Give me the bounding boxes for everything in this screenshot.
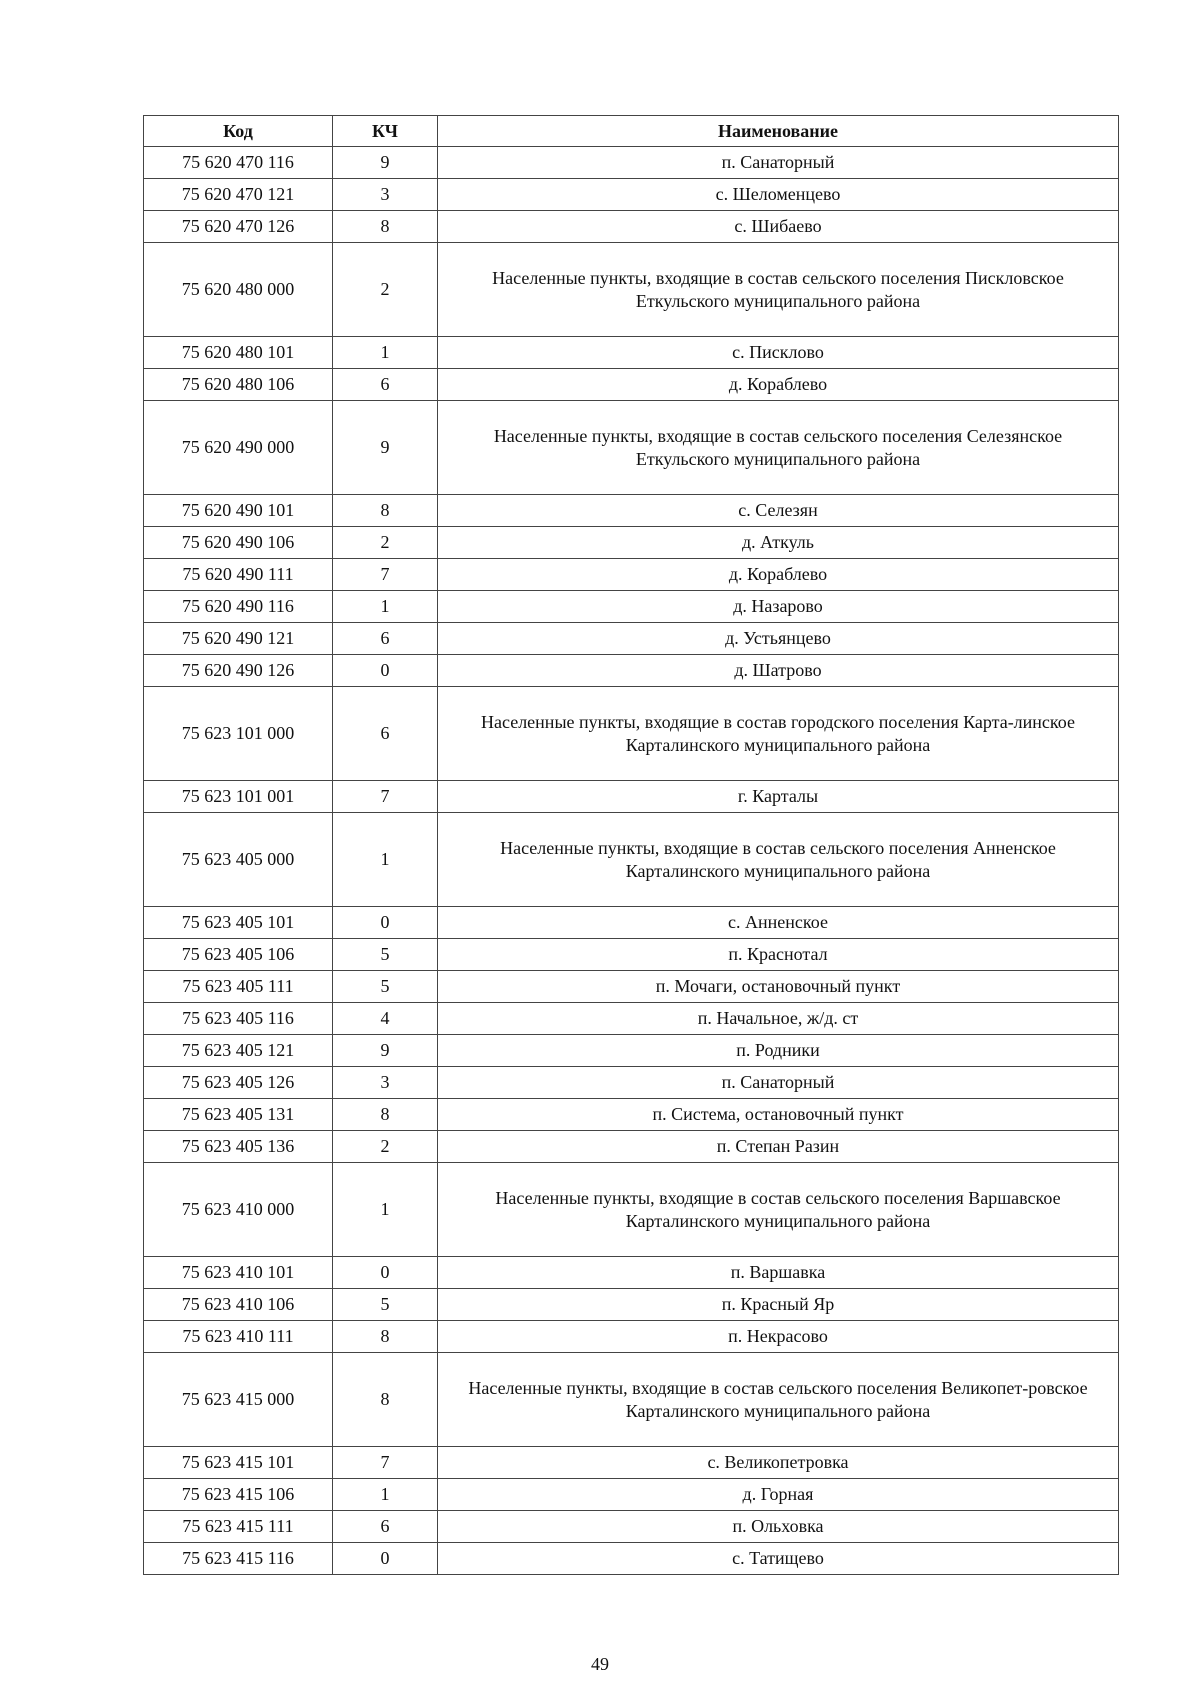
table-row bbox=[144, 1511, 1119, 1543]
cell-code: 75 623 405 116 bbox=[144, 1003, 333, 1035]
table-row bbox=[144, 337, 1119, 369]
table-row bbox=[144, 1479, 1119, 1511]
cell-name: с. Великопетровка bbox=[438, 1447, 1119, 1479]
cell-kch: 8 bbox=[333, 1353, 438, 1447]
cell-name: п. Краснотал bbox=[438, 939, 1119, 971]
cell-code: 75 620 470 116 bbox=[144, 147, 333, 179]
cell-name: г. Карталы bbox=[438, 781, 1119, 813]
cell-code: 75 623 405 126 bbox=[144, 1067, 333, 1099]
cell-name: п. Санаторный bbox=[438, 1067, 1119, 1099]
cell-kch: 6 bbox=[333, 1511, 438, 1543]
cell-code: 75 620 490 126 bbox=[144, 655, 333, 687]
table-row bbox=[144, 1035, 1119, 1067]
okato-table bbox=[143, 115, 1119, 1575]
table-body bbox=[144, 147, 1119, 1575]
table-header bbox=[144, 116, 1119, 147]
table-row-group bbox=[144, 1163, 1119, 1257]
table-row-group bbox=[144, 401, 1119, 495]
cell-code: 75 623 405 131 bbox=[144, 1099, 333, 1131]
cell-code: 75 620 490 000 bbox=[144, 401, 333, 495]
cell-code: 75 623 405 101 bbox=[144, 907, 333, 939]
cell-name: Населенные пункты, входящие в состав сельского поселения Селезянское Еткульского муниципального района bbox=[438, 401, 1119, 495]
cell-kch: 8 bbox=[333, 211, 438, 243]
header-kch: КЧ bbox=[333, 116, 438, 147]
cell-name: д. Аткуль bbox=[438, 527, 1119, 559]
cell-kch: 2 bbox=[333, 1131, 438, 1163]
cell-name: п. Степан Разин bbox=[438, 1131, 1119, 1163]
cell-kch: 3 bbox=[333, 1067, 438, 1099]
table-row-group bbox=[144, 687, 1119, 781]
cell-code: 75 623 101 000 bbox=[144, 687, 333, 781]
cell-name: Населенные пункты, входящие в состав сельского поселения Пискловское Еткульского муниципального района bbox=[438, 243, 1119, 337]
table-row bbox=[144, 1099, 1119, 1131]
cell-name: Населенные пункты, входящие в состав сельского поселения Варшавское Карталинского муниципального района bbox=[438, 1163, 1119, 1257]
cell-kch: 6 bbox=[333, 369, 438, 401]
cell-kch: 6 bbox=[333, 687, 438, 781]
cell-kch: 1 bbox=[333, 1479, 438, 1511]
cell-kch: 0 bbox=[333, 655, 438, 687]
cell-name: п. Начальное, ж/д. ст bbox=[438, 1003, 1119, 1035]
cell-name: с. Селезян bbox=[438, 495, 1119, 527]
table-row bbox=[144, 495, 1119, 527]
table-row bbox=[144, 147, 1119, 179]
cell-name: с. Шибаево bbox=[438, 211, 1119, 243]
cell-kch: 0 bbox=[333, 1543, 438, 1575]
table-row bbox=[144, 1289, 1119, 1321]
cell-code: 75 620 490 111 bbox=[144, 559, 333, 591]
cell-code: 75 623 405 121 bbox=[144, 1035, 333, 1067]
cell-code: 75 620 490 116 bbox=[144, 591, 333, 623]
cell-name: п. Система, остановочный пункт bbox=[438, 1099, 1119, 1131]
table-row bbox=[144, 907, 1119, 939]
cell-kch: 9 bbox=[333, 1035, 438, 1067]
cell-kch: 1 bbox=[333, 1163, 438, 1257]
table-row bbox=[144, 1321, 1119, 1353]
cell-code: 75 623 415 116 bbox=[144, 1543, 333, 1575]
cell-name: д. Горная bbox=[438, 1479, 1119, 1511]
header-row bbox=[144, 116, 1119, 147]
cell-name: п. Ольховка bbox=[438, 1511, 1119, 1543]
table-row bbox=[144, 591, 1119, 623]
cell-name: Населенные пункты, входящие в состав сельского поселения Великопет-ровское Карталинского муниципального района bbox=[438, 1353, 1119, 1447]
cell-kch: 7 bbox=[333, 1447, 438, 1479]
cell-code: 75 620 490 101 bbox=[144, 495, 333, 527]
cell-code: 75 623 410 111 bbox=[144, 1321, 333, 1353]
cell-code: 75 623 410 106 bbox=[144, 1289, 333, 1321]
cell-kch: 1 bbox=[333, 337, 438, 369]
cell-name: Населенные пункты, входящие в состав городского поселения Карта-линское Карталинского муниципального района bbox=[438, 687, 1119, 781]
cell-code: 75 620 470 121 bbox=[144, 179, 333, 211]
cell-name: п. Мочаги, остановочный пункт bbox=[438, 971, 1119, 1003]
cell-code: 75 623 410 000 bbox=[144, 1163, 333, 1257]
cell-kch: 6 bbox=[333, 623, 438, 655]
cell-name: с. Писклово bbox=[438, 337, 1119, 369]
cell-kch: 2 bbox=[333, 243, 438, 337]
table-row bbox=[144, 623, 1119, 655]
table-row bbox=[144, 179, 1119, 211]
cell-kch: 0 bbox=[333, 1257, 438, 1289]
table-row bbox=[144, 559, 1119, 591]
cell-code: 75 623 415 000 bbox=[144, 1353, 333, 1447]
header-code: Код bbox=[144, 116, 333, 147]
cell-code: 75 623 415 106 bbox=[144, 1479, 333, 1511]
table-row bbox=[144, 971, 1119, 1003]
cell-kch: 4 bbox=[333, 1003, 438, 1035]
cell-name: д. Кораблево bbox=[438, 559, 1119, 591]
cell-kch: 7 bbox=[333, 559, 438, 591]
cell-name: п. Красный Яр bbox=[438, 1289, 1119, 1321]
cell-name: д. Назарово bbox=[438, 591, 1119, 623]
table-row-group bbox=[144, 1353, 1119, 1447]
cell-kch: 8 bbox=[333, 495, 438, 527]
cell-code: 75 620 480 101 bbox=[144, 337, 333, 369]
cell-code: 75 620 490 106 bbox=[144, 527, 333, 559]
cell-name: п. Некрасово bbox=[438, 1321, 1119, 1353]
cell-code: 75 620 480 000 bbox=[144, 243, 333, 337]
table-row bbox=[144, 1257, 1119, 1289]
cell-name: Населенные пункты, входящие в состав сельского поселения Анненское Карталинского муниципального района bbox=[438, 813, 1119, 907]
cell-kch: 2 bbox=[333, 527, 438, 559]
cell-name: д. Кораблево bbox=[438, 369, 1119, 401]
cell-code: 75 623 405 136 bbox=[144, 1131, 333, 1163]
table-row bbox=[144, 939, 1119, 971]
table-row bbox=[144, 1003, 1119, 1035]
cell-name: с. Анненское bbox=[438, 907, 1119, 939]
table-row bbox=[144, 211, 1119, 243]
cell-name: п. Родники bbox=[438, 1035, 1119, 1067]
cell-code: 75 620 470 126 bbox=[144, 211, 333, 243]
cell-code: 75 620 480 106 bbox=[144, 369, 333, 401]
cell-code: 75 620 490 121 bbox=[144, 623, 333, 655]
cell-kch: 8 bbox=[333, 1321, 438, 1353]
page-number: 49 bbox=[591, 1654, 609, 1674]
cell-kch: 7 bbox=[333, 781, 438, 813]
cell-name: с. Шеломенцево bbox=[438, 179, 1119, 211]
table-row bbox=[144, 1131, 1119, 1163]
cell-code: 75 623 410 101 bbox=[144, 1257, 333, 1289]
table-row bbox=[144, 1543, 1119, 1575]
table-row-group bbox=[144, 243, 1119, 337]
table-row bbox=[144, 655, 1119, 687]
table-row-group bbox=[144, 813, 1119, 907]
cell-code: 75 623 405 111 bbox=[144, 971, 333, 1003]
cell-code: 75 623 405 000 bbox=[144, 813, 333, 907]
table-row bbox=[144, 1067, 1119, 1099]
cell-kch: 1 bbox=[333, 813, 438, 907]
cell-code: 75 623 101 001 bbox=[144, 781, 333, 813]
cell-name: с. Татищево bbox=[438, 1543, 1119, 1575]
cell-kch: 5 bbox=[333, 1289, 438, 1321]
cell-name: д. Шатрово bbox=[438, 655, 1119, 687]
cell-name: п. Варшавка bbox=[438, 1257, 1119, 1289]
cell-name: д. Устьянцево bbox=[438, 623, 1119, 655]
header-name: Наименование bbox=[438, 116, 1119, 147]
cell-kch: 0 bbox=[333, 907, 438, 939]
cell-kch: 8 bbox=[333, 1099, 438, 1131]
cell-kch: 9 bbox=[333, 147, 438, 179]
cell-code: 75 623 415 101 bbox=[144, 1447, 333, 1479]
cell-code: 75 623 405 106 bbox=[144, 939, 333, 971]
cell-kch: 9 bbox=[333, 401, 438, 495]
cell-kch: 5 bbox=[333, 971, 438, 1003]
cell-kch: 5 bbox=[333, 939, 438, 971]
table-row bbox=[144, 781, 1119, 813]
table-row bbox=[144, 1447, 1119, 1479]
cell-kch: 1 bbox=[333, 591, 438, 623]
table-row bbox=[144, 527, 1119, 559]
cell-name: п. Санаторный bbox=[438, 147, 1119, 179]
cell-kch: 3 bbox=[333, 179, 438, 211]
table-row bbox=[144, 369, 1119, 401]
cell-code: 75 623 415 111 bbox=[144, 1511, 333, 1543]
